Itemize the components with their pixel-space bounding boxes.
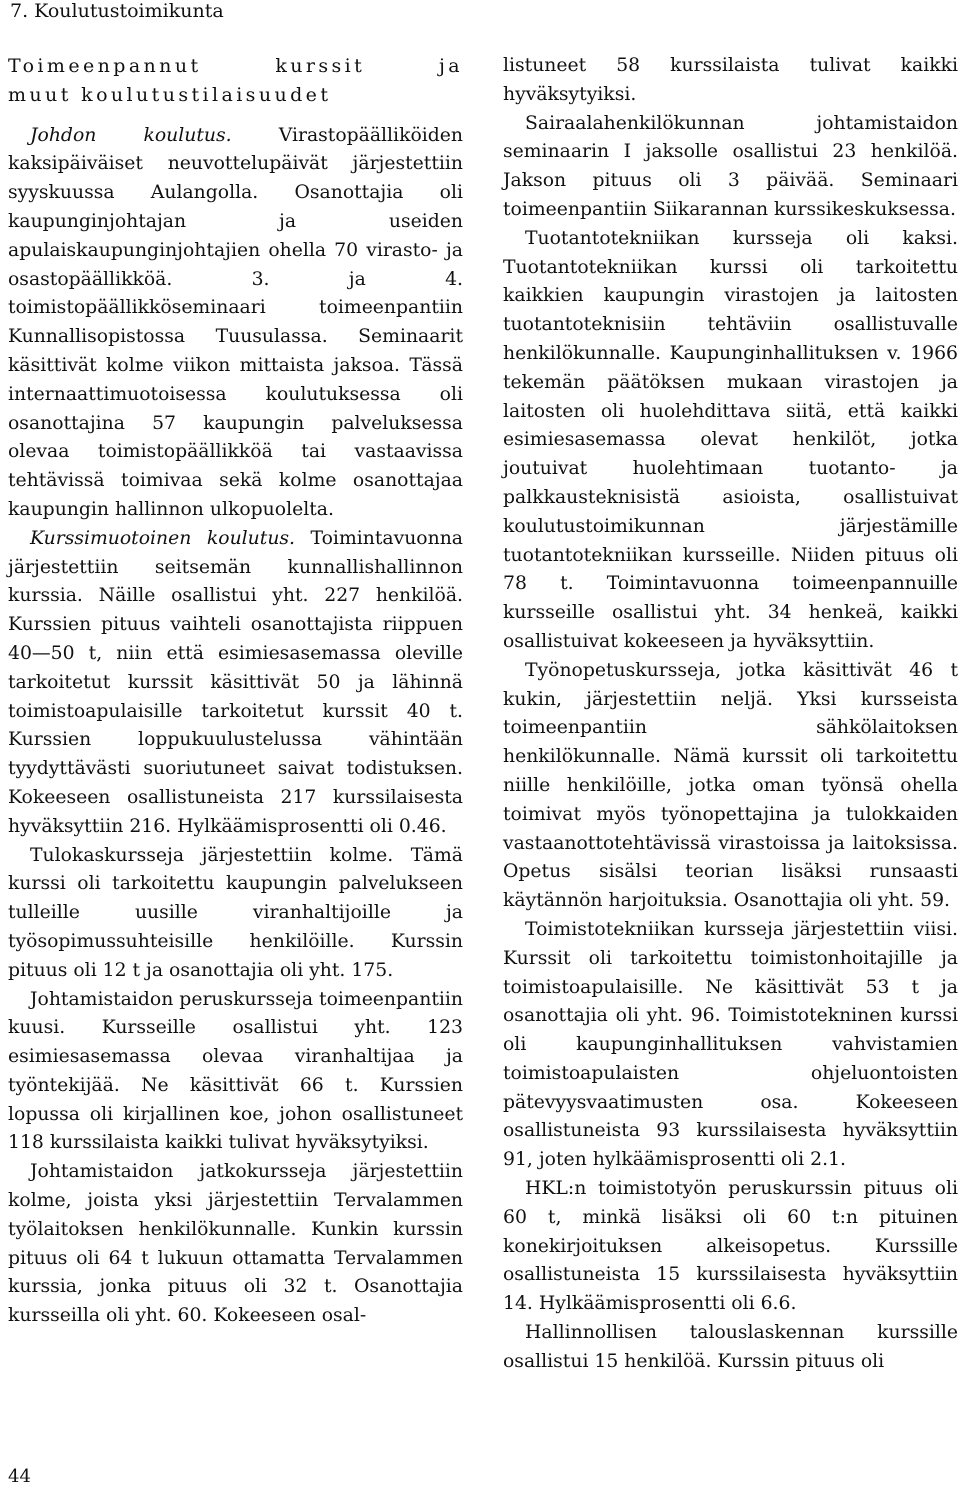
left-column: [8, 52, 463, 1331]
right-column: [503, 52, 958, 1377]
paragraph-johdon-koulutus: [8, 122, 463, 525]
paragraph-lead: Johdon koulutus.: [30, 124, 232, 146]
paragraph-body: Virastopäälliköiden kaksipäiväiset neuvottelupäivät järjestettiin syyskuussa Aulangolla. Osanottajia oli kaupunginjohtajan ja useiden apulaiskaupunginjohtajien ohella 70 virasto- ja osastopäällikköä. 3. ja 4. toimistopäällikköseminaari toimeenpantiin Kunnallisopistossa Tuusulassa. Seminaarit käsittivät kolme viikon mittaista jaksoa. Tässä internaattimuotoisessa koulutuksessa oli osanottajina 57 kaupungin palveluksessa olevaa toimistopäällikköä tai vastaavissa tehtävissä toimivaa sekä kolme osanottajaa kaupungin hallinnon ulkopuolelta.: [8, 124, 463, 520]
section-title-line-1: Toimeenpannut kurssit ja: [8, 55, 463, 77]
paragraph-body: Toimintavuonna järjestettiin seitsemän kunnallishallinnon kurssia. Näille osallistui yht. 227 henkilöä. Kurssien pituus vaihteli osanottajista riippuen 40—50 t, niin että esimiesasemassa oleville tarkoitetut kurssit käsittivät 50 ja lähinnä toimistoapulaisille tarkoitetut kurssit 40 t. Kurssien loppukuulustelussa vähintään tyydyttävästi suoriutuneet saivat todistuksen. Kokeeseen osallistuneista 217 kurssilaisesta hyväksyttiin 216. Hylkäämisprosentti oli 0.46.: [8, 527, 463, 837]
paragraph-johtamistaidon-peruskurssit: Johtamistaidon peruskursseja toimeenpantiin kuusi. Kursseille osallistui yht. 123 esimiesasemassa olevaa viranhaltijaa ja työntekijää. Ne käsittivät 66 t. Kurssien lopussa oli kirjallinen koe, johon osallistuneet 118 kurssilaista kaikki tulivat hyväksytyiksi.: [8, 988, 463, 1154]
paragraph-kurssimuotoinen-koulutus: [8, 525, 463, 842]
paragraph-tyonopetus: Työnopetuskursseja, jotka käsittivät 46 t kukin, järjestettiin neljä. Yksi kursseista toimeenpantiin sähkölaitoksen henkilökunnalle. Nämä kurssit oli tarkoitettu niille henkilöille, jotka oman työnsä ohella toimivat myös työnopettajina ja tulokkaiden vastaanottotehtävissä virastoissa ja laitoksissa. Opetus sisälsi teorian lisäksi runsaasti käytännön harjoituksia. Osanottajia oli yht. 59.: [503, 659, 958, 912]
paragraph-tuotantotekniikka: Tuotantotekniikan kursseja oli kaksi. Tuotantotekniikan kurssi oli tarkoitettu kaikkien kaupungin virastojen ja laitosten tuotantoteknisiin tehtäviin osallistuvalle henkilökunnalle. Kaupunginhallituksen v. 1966 tekemän päätöksen mukaan virastojen ja laitosten oli huolehdittava siitä, että kaikki esimiesasemassa olevat henkilöt, jotka joutuivat huolehtimaan tuotanto- ja palkkausteknisistä asioista, osallistuivat koulutustoimikunnan järjestämille tuotantotekniikan kursseille. Niiden pituus oli 78 t. Toimintavuonna toimeenpannuille kursseille osallistui yht. 34 henkeä, kaikki osallistuivat kokeeseen ja hyväksyttiin.: [503, 227, 958, 652]
paragraph-continuation: listuneet 58 kurssilaista tulivat kaikki hyväksytyiksi.: [503, 55, 958, 105]
page-number: 44: [8, 1466, 31, 1487]
paragraph-sairaala-seminaari: Sairaalahenkilökunnan johtamistaidon seminaarin I jaksolle osallistui 23 henkilöä. Jakson pituus oli 3 päivää. Seminaari toimeenpantiin Siikarannan kurssikeskuksessa.: [503, 112, 958, 220]
chapter-header: 7. Koulutustoimikunta: [10, 0, 224, 22]
paragraph-talouslaskenta: Hallinnollisen talouslaskennan kurssille osallistui 15 henkilöä. Kurssin pituus oli: [503, 1322, 958, 1372]
paragraph-johtamistaidon-jatkokurssit: Johtamistaidon jatkokursseja järjestettiin kolme, joista yksi järjestettiin Tervalammen työlaitoksen henkilökunnalle. Kunkin kurssin pituus oli 64 t lukuun ottamatta Tervalammen kurssia, jonka pituus oli 32 t. Osanottajia kursseilla oli yht. 60. Kokeeseen osal-: [8, 1161, 463, 1327]
paragraph-hkl: HKL:n toimistotyön peruskurssin pituus oli 60 t, minkä lisäksi oli 60 t:n pituinen konekirjoituksen alkeisopetus. Kurssille osallistuneista 15 kurssilaisesta hyväksyttiin 14. Hylkäämisprosentti oli 6.6.: [503, 1178, 958, 1315]
paragraph-tulokaskurssit: Tulokaskursseja järjestettiin kolme. Tämä kurssi oli tarkoitettu kaupungin palvelukseen tulleille uusille viranhaltijoille ja työsopimussuhteisille henkilöille. Kurssin pituus oli 12 t ja osanottajia oli yht. 175.: [8, 844, 463, 981]
paragraph-lead: Kurssimuotoinen koulutus.: [30, 527, 296, 549]
section-title: [8, 52, 463, 110]
paragraph-toimistotekniikka: Toimistotekniikan kursseja järjestettiin viisi. Kurssit oli tarkoitettu toimistonhoitajille ja toimistoapulaisille. Ne käsittivät 53 t ja osanottajia oli yht. 96. Toimistotekninen kurssi oli kaupunginhallituksen vahvistamien toimistoapulaisten ohjeluontoisten pätevyysvaatimusten osa. Kokeeseen osallistuneista 93 kurssilaisesta hyväksyttiin 91, joten hylkäämisprosentti oli 2.1.: [503, 918, 958, 1171]
section-title-line-2: muut koulutustilaisuudet: [8, 83, 332, 106]
